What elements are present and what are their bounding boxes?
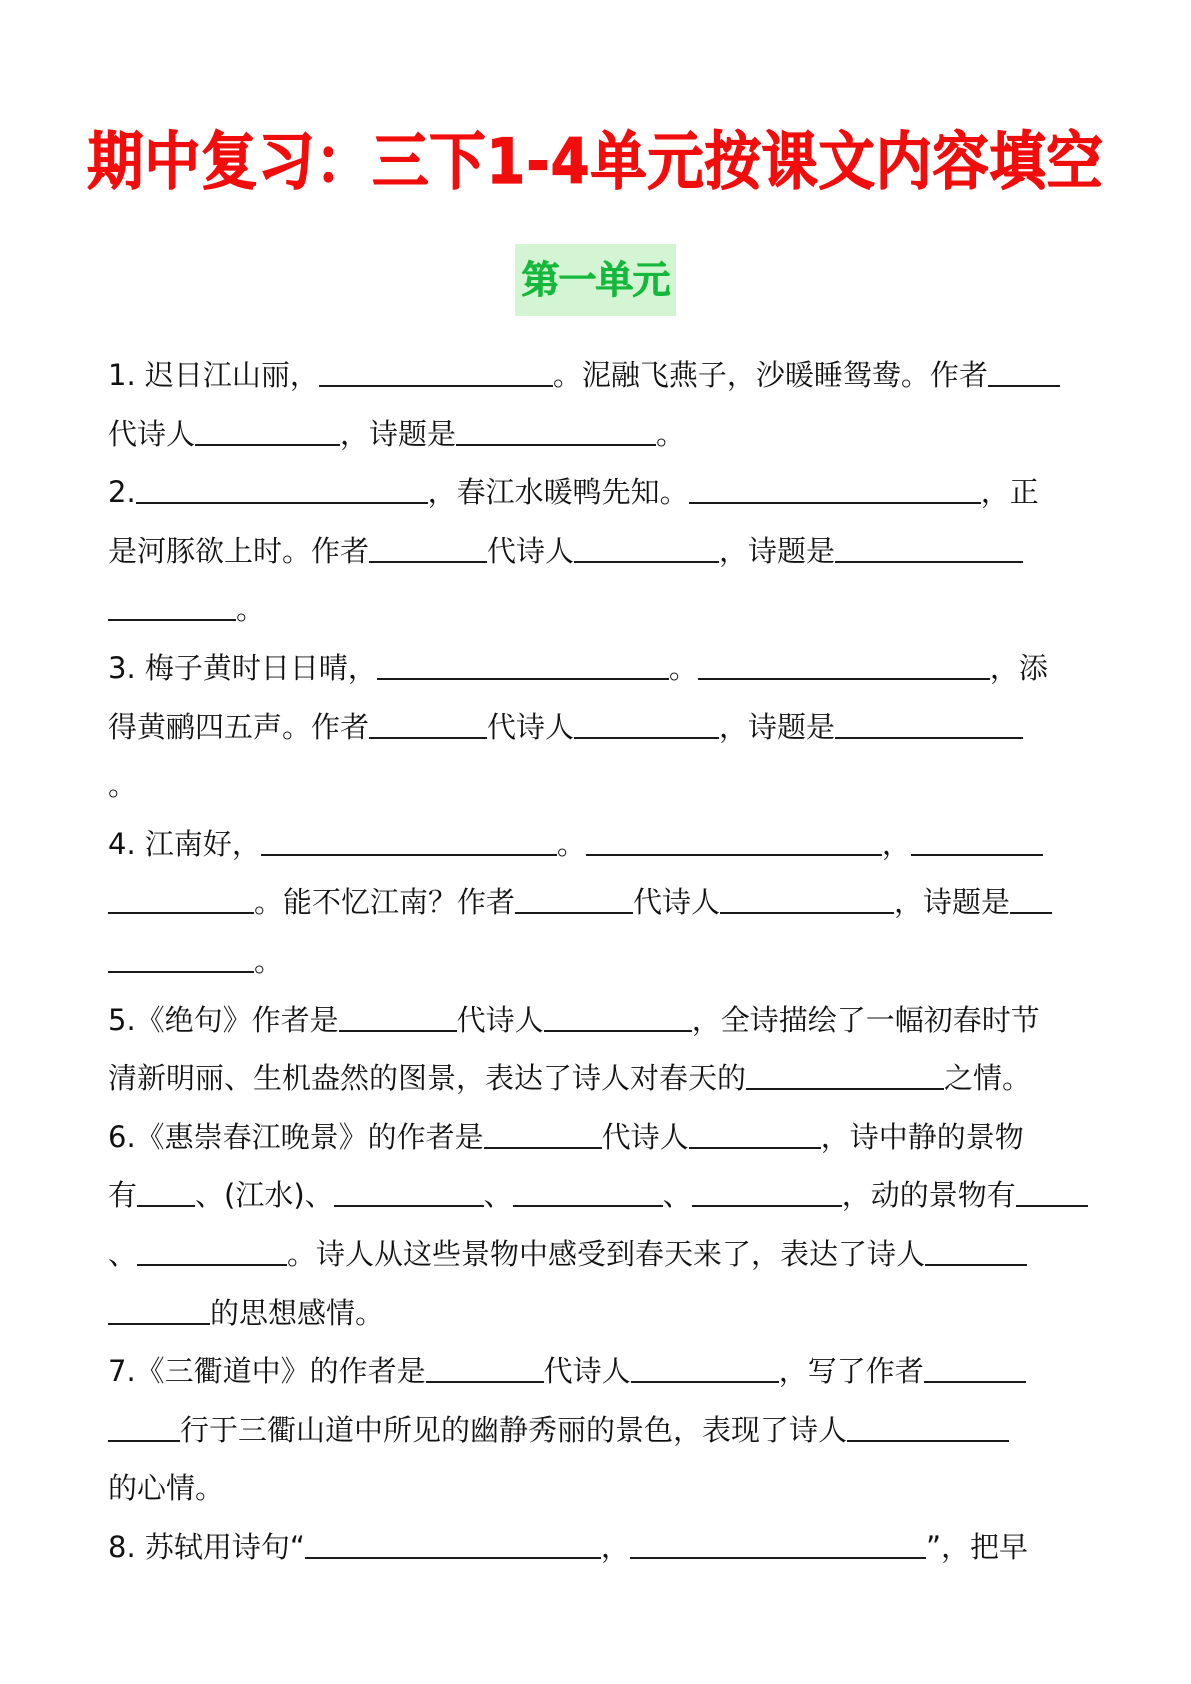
fill-in-blank[interactable] <box>630 1533 926 1559</box>
fill-in-blank[interactable] <box>1010 888 1052 914</box>
fill-in-blank[interactable] <box>1016 1181 1088 1207</box>
fill-in-blank[interactable] <box>136 478 428 504</box>
fill-in-blank[interactable] <box>426 1357 544 1383</box>
question-text: 是河豚欲上时。作者 <box>108 533 370 568</box>
fill-in-blank[interactable] <box>631 1357 779 1383</box>
question-text: 2. <box>108 475 136 510</box>
question-line <box>108 756 1090 815</box>
fill-in-blank[interactable] <box>456 420 656 446</box>
question-text: 。诗人从这些景物中感受到春天来了，表达了诗人 <box>287 1236 926 1271</box>
question-text: 、 <box>662 1178 692 1213</box>
fill-in-blank[interactable] <box>924 1357 1026 1383</box>
question-8 <box>108 1518 1090 1577</box>
question-text: 的思想感情。 <box>210 1295 385 1330</box>
question-text: 代诗人 <box>601 1119 689 1154</box>
question-line <box>108 346 1090 405</box>
question-line <box>108 1108 1090 1167</box>
question-text: 。 <box>254 943 284 978</box>
question-text: 。 <box>108 768 138 803</box>
question-line <box>108 639 1090 698</box>
question-line <box>108 1049 1090 1108</box>
fill-in-blank[interactable] <box>911 830 1043 856</box>
question-text: 8. 苏轼用诗句“ <box>108 1529 305 1564</box>
fill-in-blank[interactable] <box>988 361 1060 387</box>
fill-in-blank[interactable] <box>689 478 981 504</box>
fill-in-blank[interactable] <box>334 1181 484 1207</box>
question-text: 代诗人 <box>456 1002 544 1037</box>
fill-in-blank[interactable] <box>692 1181 842 1207</box>
fill-in-blank[interactable] <box>835 713 1023 739</box>
question-line <box>108 1401 1090 1460</box>
question-text: ，诗题是 <box>340 416 457 451</box>
question-4 <box>108 815 1090 991</box>
question-text: 清新明丽、生机盎然的图景，表达了诗人对春天的 <box>108 1061 747 1096</box>
question-text: ，诗题是 <box>719 709 836 744</box>
question-text: ，诗题是 <box>719 533 836 568</box>
question-text: 得黄鹂四五声。作者 <box>108 709 370 744</box>
fill-in-blank[interactable] <box>513 1181 663 1207</box>
fill-in-blank[interactable] <box>847 1416 1009 1442</box>
question-1 <box>108 346 1090 463</box>
fill-in-blank[interactable] <box>369 713 487 739</box>
question-text: 。 <box>668 650 698 685</box>
question-7 <box>108 1342 1090 1518</box>
fill-in-blank[interactable] <box>720 888 894 914</box>
fill-in-blank[interactable] <box>515 888 633 914</box>
question-2 <box>108 463 1090 639</box>
question-line <box>108 1459 1090 1518</box>
fill-in-blank[interactable] <box>339 1006 457 1032</box>
worksheet-title: 期中复习：三下1-4单元按课文内容填空 <box>87 126 1104 199</box>
question-text: ， <box>600 1529 630 1564</box>
question-line <box>108 1166 1090 1225</box>
fill-in-blank[interactable] <box>574 713 719 739</box>
question-text: 的心情。 <box>108 1471 225 1506</box>
fill-in-blank[interactable] <box>586 830 882 856</box>
question-line <box>108 1284 1090 1343</box>
question-text: 3. 梅子黄时日日晴， <box>108 650 377 685</box>
question-text: 代诗人 <box>108 416 196 451</box>
fill-in-blank[interactable] <box>319 361 553 387</box>
fill-in-blank[interactable] <box>305 1533 601 1559</box>
fill-in-blank[interactable] <box>195 420 340 446</box>
question-text: ”，把早 <box>925 1529 1028 1564</box>
question-text: 6.《惠崇春江晚景》的作者是 <box>108 1119 484 1154</box>
question-text: 代诗人 <box>633 885 721 920</box>
fill-in-blank[interactable] <box>369 537 487 563</box>
question-text: ，动的景物有 <box>841 1178 1016 1213</box>
question-line <box>108 580 1090 639</box>
fill-in-blank[interactable] <box>377 654 669 680</box>
fill-in-blank[interactable] <box>484 1123 602 1149</box>
question-line <box>108 1342 1090 1401</box>
fill-in-blank[interactable] <box>108 888 254 914</box>
question-text: ， <box>881 826 911 861</box>
question-text: ，全诗描绘了一幅初春时节 <box>691 1002 1040 1037</box>
fill-in-blank[interactable] <box>261 830 557 856</box>
fill-in-blank[interactable] <box>925 1240 1027 1266</box>
fill-in-blank[interactable] <box>698 654 990 680</box>
question-text: 代诗人 <box>487 709 575 744</box>
question-line <box>108 1518 1090 1577</box>
question-text: 。泥融飞燕子，沙暖睡鸳鸯。作者 <box>552 358 988 392</box>
question-3 <box>108 639 1090 815</box>
question-text: 5.《绝句》作者是 <box>108 1002 339 1037</box>
question-text: 、 <box>483 1178 513 1213</box>
fill-in-blank[interactable] <box>689 1123 821 1149</box>
fill-in-blank[interactable] <box>108 1416 180 1442</box>
fill-in-blank[interactable] <box>746 1064 944 1090</box>
fill-in-blank[interactable] <box>544 1006 692 1032</box>
question-text: 。 <box>236 592 266 627</box>
fill-in-blank[interactable] <box>108 947 254 973</box>
question-line <box>108 932 1090 991</box>
question-text: 。 <box>656 416 686 451</box>
question-text: ，正 <box>980 475 1039 510</box>
question-text: 代诗人 <box>487 533 575 568</box>
question-text: ，诗中静的景物 <box>820 1119 1024 1154</box>
question-line <box>108 463 1090 522</box>
question-line <box>108 873 1090 932</box>
question-line <box>108 991 1090 1050</box>
fill-in-blank[interactable] <box>108 595 236 621</box>
question-6 <box>108 1108 1090 1342</box>
question-text: ，诗题是 <box>894 885 1011 920</box>
question-text: 代诗人 <box>543 1354 631 1389</box>
section-heading-unit-1: 第一单元 <box>515 244 675 316</box>
fill-in-blank[interactable] <box>574 537 719 563</box>
question-text: ，写了作者 <box>778 1354 924 1389</box>
question-line <box>108 1225 1090 1284</box>
question-5 <box>108 991 1090 1108</box>
question-text: ，春江水暖鸭先知。 <box>427 475 689 510</box>
question-text: 之情。 <box>944 1061 1032 1096</box>
question-text: 、 <box>108 1236 138 1271</box>
question-text: 有 <box>108 1178 138 1213</box>
question-text: 行于三衢山道中所见的幽静秀丽的景色，表现了诗人 <box>180 1412 848 1447</box>
question-text: ，添 <box>989 650 1048 685</box>
question-line <box>108 698 1090 757</box>
question-text: 7.《三衢道中》的作者是 <box>108 1354 426 1389</box>
fill-in-blank[interactable] <box>137 1240 287 1266</box>
fill-in-blank[interactable] <box>137 1181 195 1207</box>
fill-in-blank[interactable] <box>108 1299 210 1325</box>
question-text: 1. 迟日江山丽， <box>108 358 319 392</box>
question-line <box>108 815 1090 874</box>
question-text: 、(江水)、 <box>195 1178 334 1213</box>
question-line <box>108 405 1090 464</box>
fill-in-blank[interactable] <box>835 537 1023 563</box>
question-text: 4. 江南好， <box>108 826 261 861</box>
question-text: 。能不忆江南？作者 <box>254 885 516 920</box>
question-line <box>108 522 1090 581</box>
question-text: 。 <box>556 826 586 861</box>
section-heading-wrap <box>0 244 1191 316</box>
question-list <box>108 346 1090 1576</box>
